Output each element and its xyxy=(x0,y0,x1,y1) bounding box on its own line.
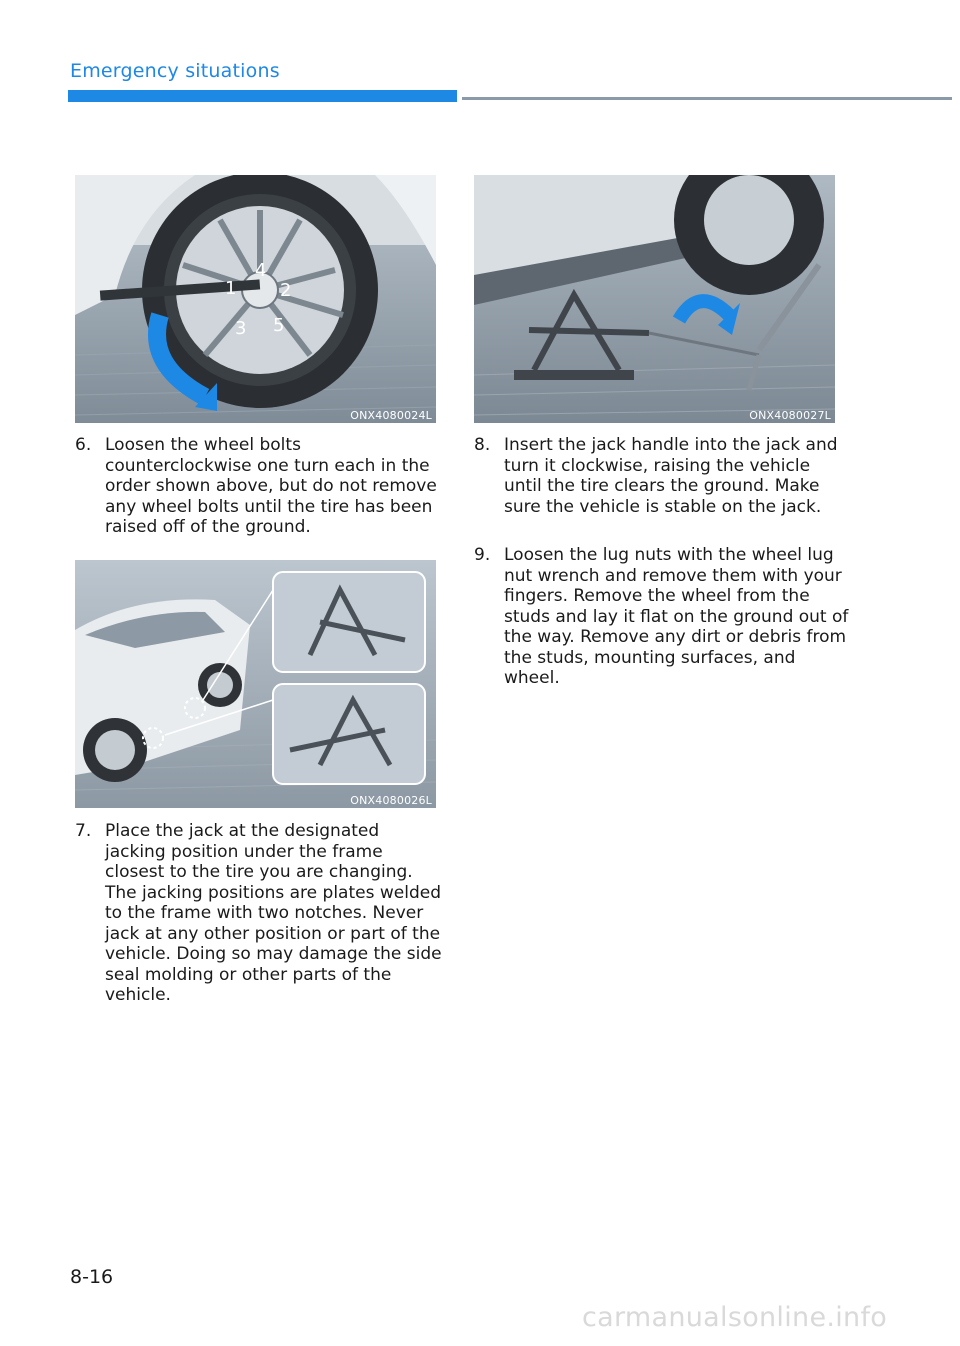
step-number: 7. xyxy=(75,821,92,841)
figure-code: ONX4080026L xyxy=(350,794,432,807)
step-text: Loosen the wheel bolts counterclockwise one turn each in the order shown above, but do not remove any wheel bolts until the tire has been raised off of the ground. xyxy=(105,435,437,537)
step-7 xyxy=(75,821,445,1006)
step-6 xyxy=(75,435,445,538)
jack-handle-illustration xyxy=(474,175,835,423)
figure-code: ONX4080027L xyxy=(749,409,831,422)
watermark: carmanualsonline.info xyxy=(582,1302,888,1333)
bolt-label-2: 2 xyxy=(280,280,292,301)
step-8 xyxy=(474,435,849,517)
page-number: 8-16 xyxy=(70,1266,114,1288)
bolt-label-5: 5 xyxy=(273,315,285,336)
step-9 xyxy=(474,545,849,689)
bolt-label-3: 3 xyxy=(235,318,247,339)
step-number: 9. xyxy=(474,545,491,565)
jacking-position-illustration xyxy=(75,560,436,808)
section-title: Emergency situations xyxy=(70,60,280,82)
figure-code: ONX4080024L xyxy=(350,409,432,422)
step-text: Insert the jack handle into the jack and turn it clockwise, raising the vehicle until the tire clears the ground. Make sure the vehicle is stable on the jack. xyxy=(504,435,838,517)
step-number: 6. xyxy=(75,435,92,455)
header-rule xyxy=(462,97,952,100)
step-text: Loosen the lug nuts with the wheel lug nut wrench and remove them with your fingers. Remove the wheel from the studs and lay it flat on the ground out of the way. Remove any dirt or debris from the studs, mounting surfaces, and wheel. xyxy=(504,545,849,688)
step-number: 8. xyxy=(474,435,491,455)
header-rule-accent xyxy=(68,90,457,102)
wheel-bolt-illustration xyxy=(75,175,436,423)
bolt-label-1: 1 xyxy=(225,278,237,299)
step-text: Place the jack at the designated jacking position under the frame closest to the tire you are changing. The jacking positions are plates welded to the frame with two notches. Never jack at any other position or part of the vehicle. Doing so may damage the side seal molding or other parts of the vehicle. xyxy=(105,821,442,1005)
bolt-label-4: 4 xyxy=(255,260,267,281)
